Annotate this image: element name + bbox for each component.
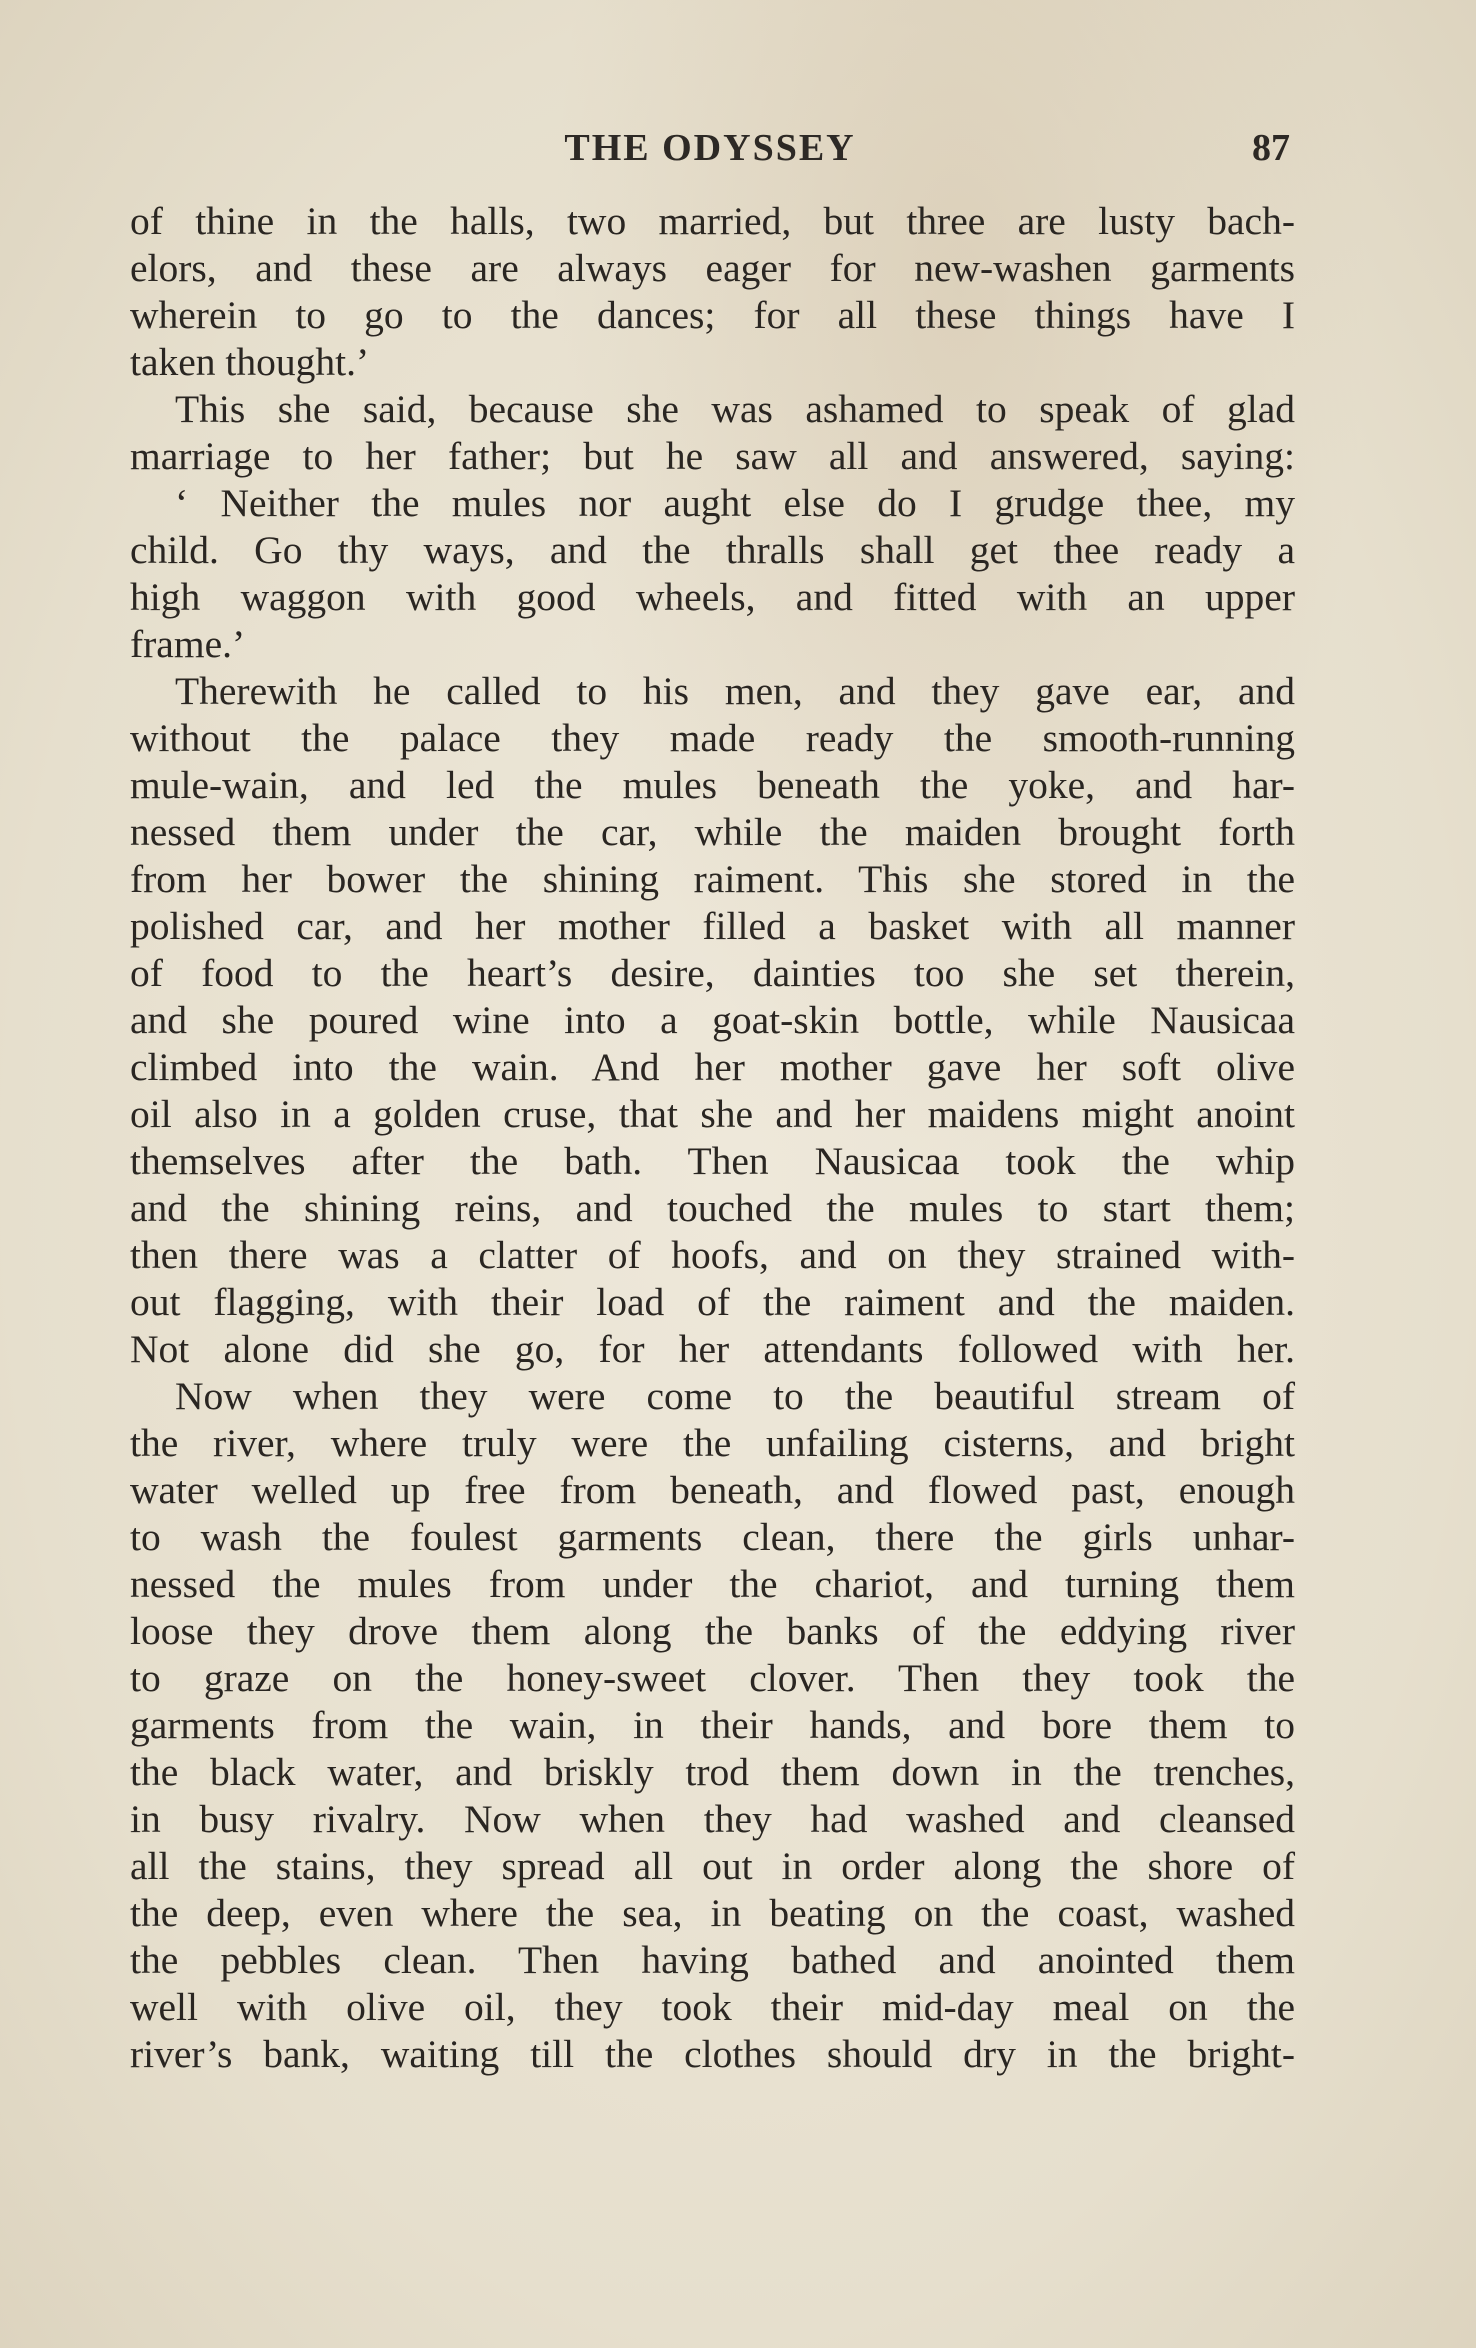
text-line: taken thought.’	[130, 340, 370, 384]
text-line: river’s bank, waiting till the clothes should dry in the bright-	[130, 2032, 1295, 2076]
text-line: without the palace they made ready the smooth-running	[130, 716, 1295, 760]
text-line: marriage to her father; but he saw all and answered, saying:	[130, 434, 1295, 478]
text-line: polished car, and her mother filled a basket with all manner	[130, 904, 1295, 948]
text-line: climbed into the wain. And her mother gave her soft olive	[130, 1045, 1295, 1089]
text-line: nessed the mules from under the chariot, and turning them	[130, 1562, 1295, 1606]
text-line: ‘ Neither the mules nor aught else do I grudge thee, my	[175, 481, 1295, 525]
text-line: and she poured wine into a goat-skin bottle, while Nausicaa	[130, 998, 1295, 1042]
text-line: in busy rivalry. Now when they had washed and cleansed	[130, 1797, 1295, 1841]
text-line: Now when they were come to the beautiful stream of	[175, 1374, 1295, 1418]
text-line: themselves after the bath. Then Nausicaa took the whip	[130, 1139, 1295, 1183]
text-line: loose they drove them along the banks of the eddying river	[130, 1609, 1295, 1653]
text-line: water welled up free from beneath, and flowed past, enough	[130, 1468, 1295, 1512]
text-line: garments from the wain, in their hands, and bore them to	[130, 1703, 1295, 1747]
text-line: This she said, because she was ashamed to speak of glad	[175, 387, 1295, 431]
text-line: nessed them under the car, while the maiden brought forth	[130, 810, 1295, 854]
text-line: child. Go thy ways, and the thralls shall get thee ready a	[130, 528, 1295, 572]
text-line: wherein to go to the dances; for all these things have I	[130, 293, 1295, 337]
text-line: all the stains, they spread all out in order along the shore of	[130, 1844, 1295, 1888]
text-line: oil also in a golden cruse, that she and her maidens might anoint	[130, 1092, 1295, 1136]
text-line: the pebbles clean. Then having bathed and anointed them	[130, 1938, 1295, 1982]
text-line: and the shining reins, and touched the mules to start them;	[130, 1186, 1295, 1230]
text-line: of thine in the halls, two married, but three are lusty bach-	[130, 199, 1295, 243]
page-number: 87	[1252, 127, 1290, 169]
text-line: Not alone did she go, for her attendants followed with her.	[130, 1327, 1295, 1371]
text-line: high waggon with good wheels, and fitted with an upper	[130, 575, 1295, 619]
text-line: then there was a clatter of hoofs, and on they strained with-	[130, 1233, 1295, 1277]
text-line: to wash the foulest garments clean, there the girls unhar-	[130, 1515, 1295, 1559]
text-line: the river, where truly were the unfailing cisterns, and bright	[130, 1421, 1295, 1465]
running-title: THE ODYSSEY	[564, 127, 856, 169]
text-line: of food to the heart’s desire, dainties too she set therein,	[130, 951, 1295, 995]
text-line: mule-wain, and led the mules beneath the yoke, and har-	[130, 763, 1295, 807]
text-line: well with olive oil, they took their mid-day meal on the	[130, 1985, 1295, 2029]
text-line: Therewith he called to his men, and they gave ear, and	[175, 669, 1295, 713]
text-line: frame.’	[130, 622, 246, 666]
text-line: elors, and these are always eager for new-washen garments	[130, 246, 1295, 290]
text-line: from her bower the shining raiment. This she stored in the	[130, 857, 1295, 901]
text-line: the deep, even where the sea, in beating on the coast, washed	[130, 1891, 1295, 1935]
text-line: the black water, and briskly trod them down in the trenches,	[130, 1750, 1295, 1794]
running-head	[130, 126, 1290, 176]
text-line: out flagging, with their load of the raiment and the maiden.	[130, 1280, 1295, 1324]
body-text	[130, 198, 1295, 2078]
text-line: to graze on the honey-sweet clover. Then they took the	[130, 1656, 1295, 1700]
